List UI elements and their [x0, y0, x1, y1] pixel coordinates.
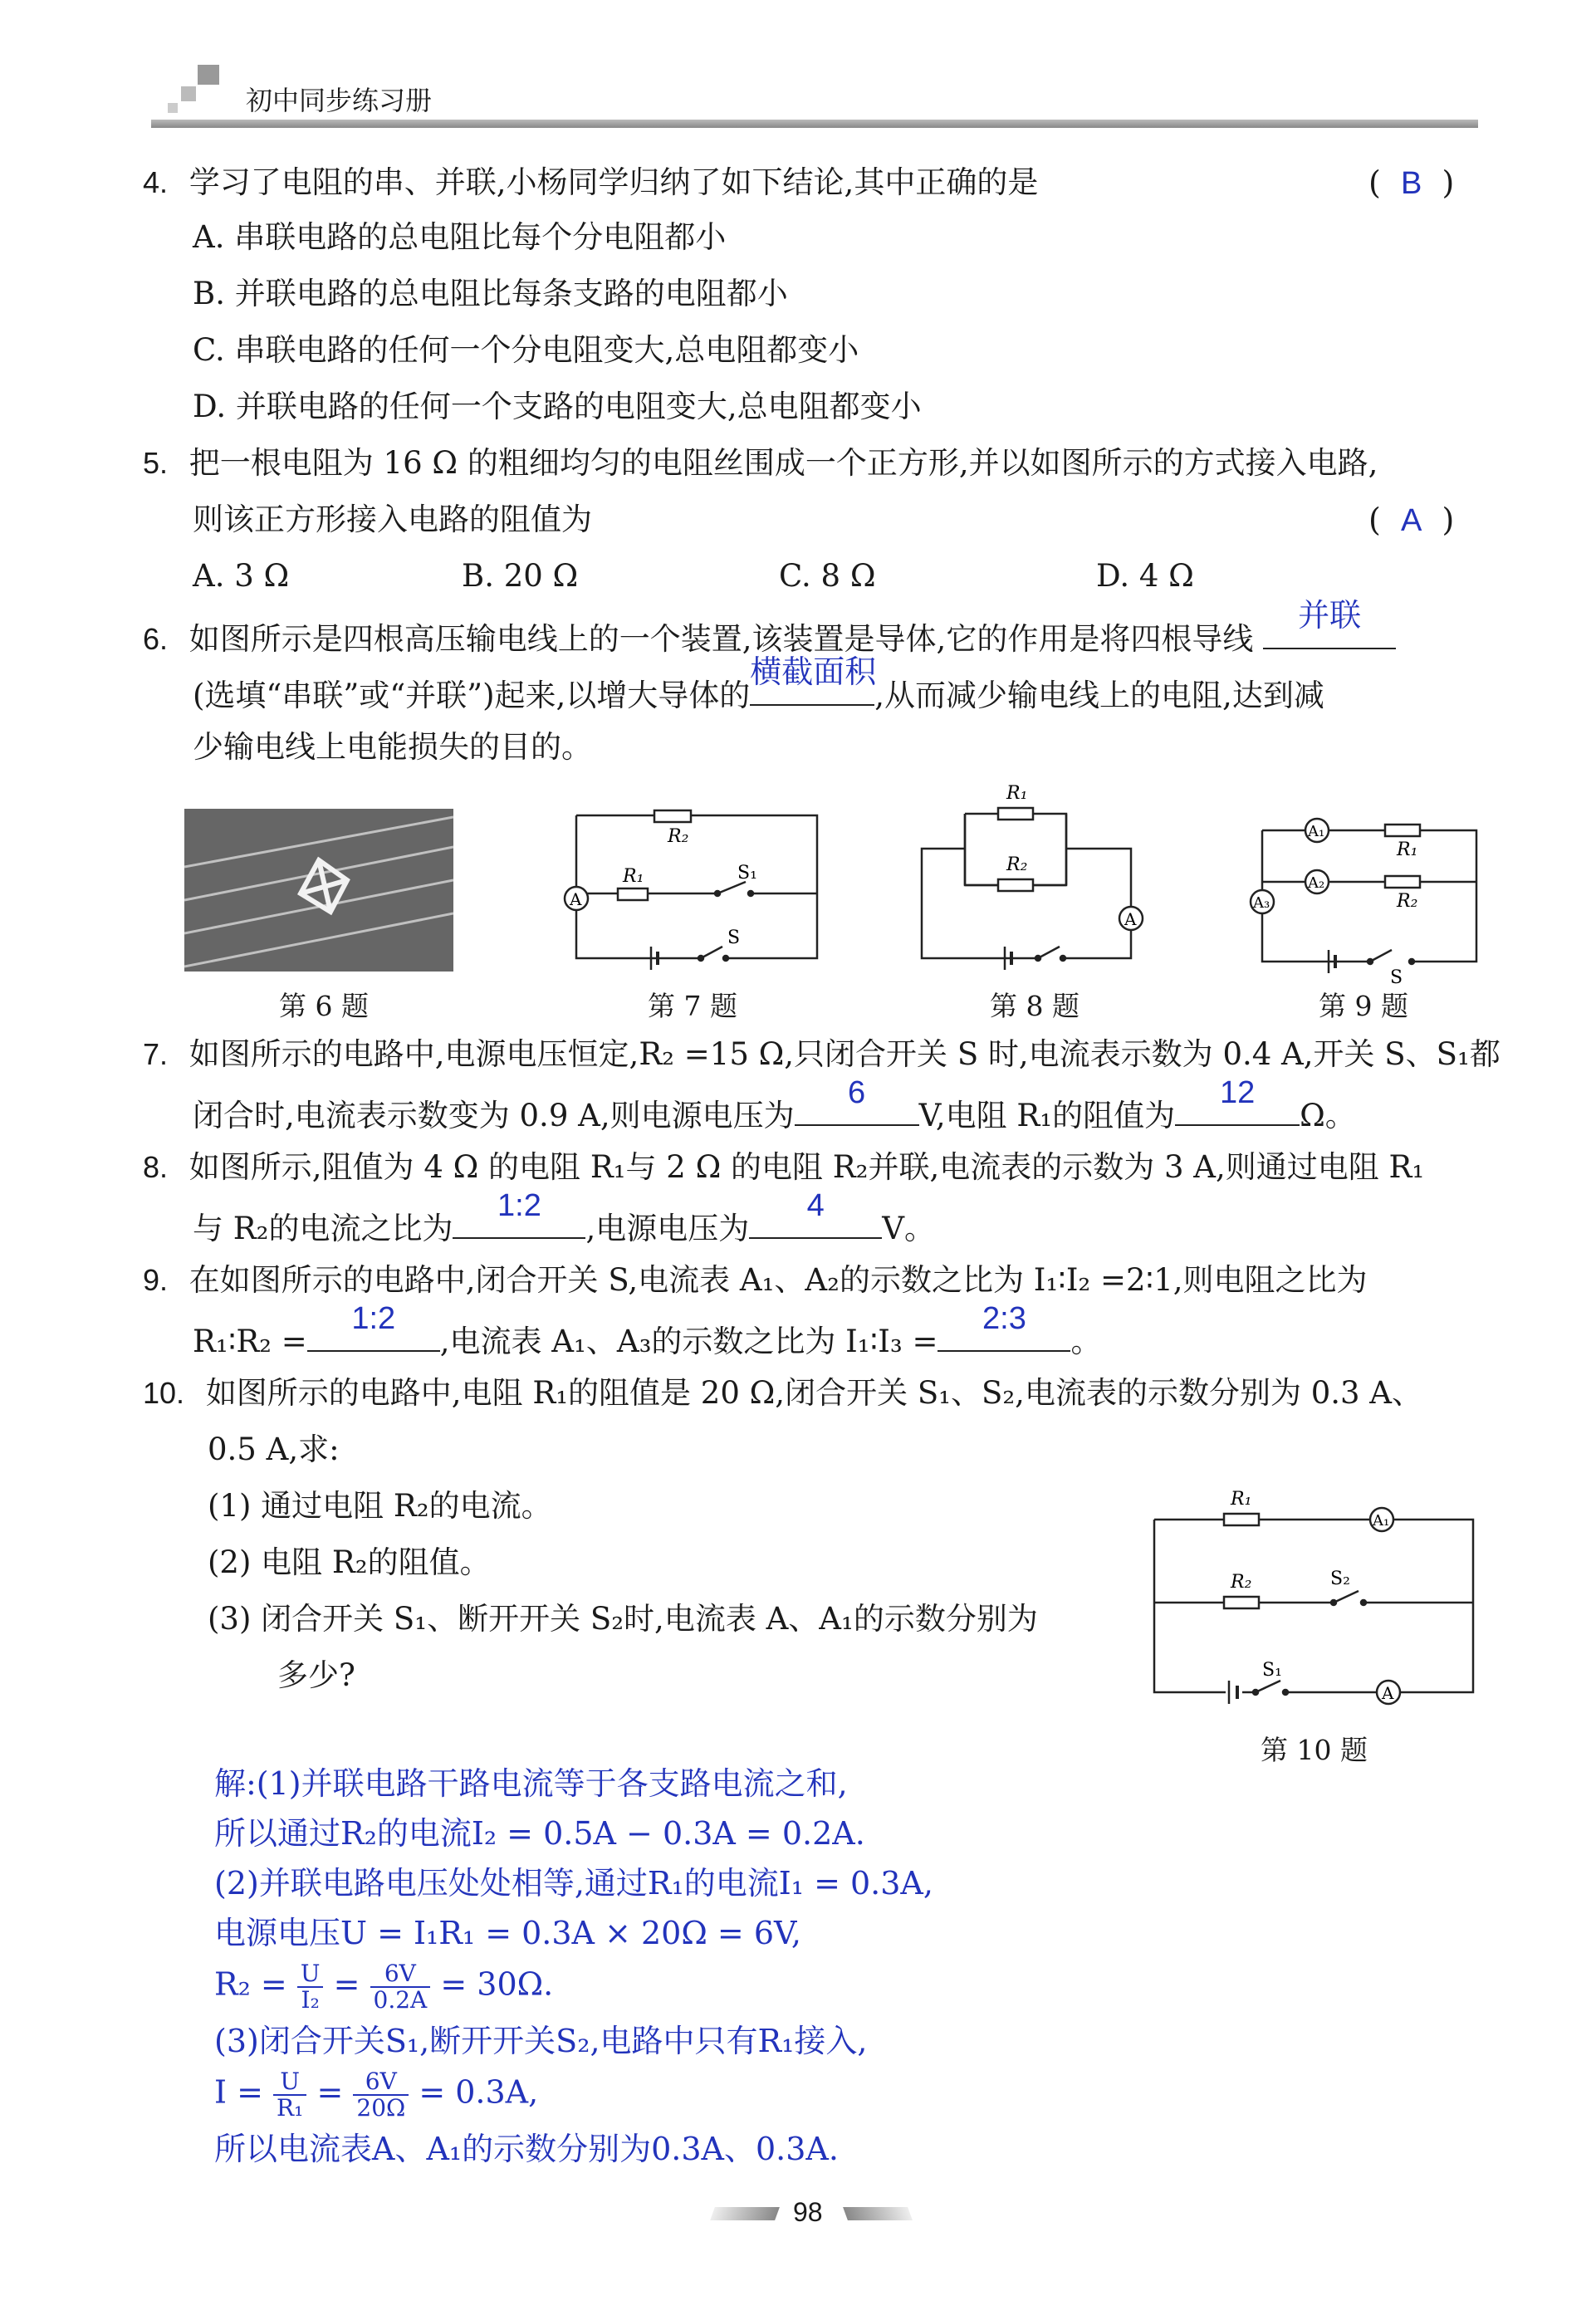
q10-sub1: (1) 通过电阻 R₂的电流。: [208, 1488, 552, 1524]
q6-line3: 少输电线上电能损失的目的。: [193, 729, 592, 765]
fig7-r1-label: R₁: [623, 866, 644, 887]
fig7-r2-label: R₂: [668, 826, 689, 847]
question-8: 8. 如图所示,阻值为 4 Ω 的电阻 R₁与 2 Ω 的电阻 R₂并联,电流表的示数为 3 A,则通过电阻 R₁: [143, 1149, 1425, 1185]
fig8-switch: [1035, 947, 1065, 961]
fig8-r2-label: R₂: [1006, 854, 1028, 875]
fig7-s-switch: [698, 947, 728, 961]
question-4: 4. 学习了电阻的串、并联,小杨同学归纳了如下结论,其中正确的是: [143, 164, 1039, 200]
fig8-ammeter-label: A: [1124, 909, 1137, 929]
fig10-r2-resistor: [1224, 1597, 1259, 1608]
figure-6-caption: 第 6 题: [279, 990, 369, 1022]
fig10-a1-label: A₁: [1373, 1512, 1390, 1530]
q10-sub2: (2) 电阻 R₂的阻值。: [208, 1544, 491, 1580]
question-7: 7. 如图所示的电路中,电源电压恒定,R₂ =15 Ω,只闭合开关 S 时,电流表示数为 0.4 A,开关 S、S₁都: [143, 1036, 1501, 1072]
solution-line-3: (2)并联电路电压处处相等,通过R₁的电流I₁ = 0.3A,: [214, 1865, 933, 1902]
fig10-s1-label: S₁: [1262, 1660, 1282, 1681]
q7-blank-1: 6: [795, 1091, 919, 1126]
q8-blank-1: 1:2: [453, 1204, 585, 1239]
fig9-r2-label: R₂: [1397, 891, 1418, 912]
question-6: 6. 如图所示是四根高压输电线上的一个装置,该装置是导体,它的作用是将四根导线 并联: [143, 614, 1396, 659]
q9-line2: R₁∶R₂ = 1:2 ,电流表 A₁、A₃的示数之比为 I₁∶I₃ = 2:3 。: [193, 1301, 1102, 1359]
figure-10-caption: 第 10 题: [1261, 1734, 1368, 1766]
fig10-r2-label: R₂: [1231, 1572, 1252, 1593]
header-rule: [151, 120, 1478, 128]
header-decoration: [151, 65, 219, 115]
q9-blank-2: 2:3: [938, 1317, 1070, 1352]
question-5: 5. 把一根电阻为 16 Ω 的粗细均匀的电阻丝围成一个正方形,并以如图所示的方式接入电路,: [143, 445, 1378, 481]
solution-line-4: 电源电压U = I₁R₁ = 0.3A × 20Ω = 6V,: [214, 1915, 801, 1951]
fig7-ammeter-label: A: [570, 889, 582, 909]
solution-line-1: 解:(1)并联电路干路电流等于各支路电流之和,: [214, 1765, 848, 1802]
figure-9-caption: 第 9 题: [1319, 990, 1408, 1022]
q4-option-d: D. 并联电路的任何一个支路的电阻变大,总电阻都变小: [193, 389, 922, 424]
q6-blank-1: 并联: [1263, 614, 1396, 649]
fig7-r2-resistor: [654, 810, 691, 822]
fig10-s2-switch: [1331, 1591, 1366, 1605]
q8-blank-2: 4: [749, 1204, 882, 1239]
fig10-r1-label: R₁: [1231, 1489, 1252, 1510]
q5-option-c: C. 8 Ω: [779, 558, 876, 594]
solution-line-8: 所以电流表A、A₁的示数分别为0.3A、0.3A.: [214, 2131, 839, 2167]
fraction-6v-over-02a: $\frac{6V}{0.2A}$: [370, 1961, 431, 2013]
figure-9-circuit: [1246, 810, 1486, 985]
fig10-r1-resistor: [1224, 1514, 1259, 1525]
fig9-a1-label: A₁: [1308, 823, 1325, 840]
q6-blank-2: 横截面积: [750, 671, 874, 706]
fig9-switch: [1368, 950, 1414, 964]
q7-line2: 闭合时,电流表示数变为 0.9 A,则电源电压为 6 V,电阻 R₁的阻值为 12 Ω。: [193, 1075, 1356, 1133]
q5-option-b: B. 20 Ω: [462, 558, 579, 594]
q4-answer: B: [1400, 166, 1422, 201]
fig9-s-label: S: [1390, 967, 1403, 985]
q4-answer-paren: ( B ): [1368, 164, 1455, 201]
figure-8-caption: 第 8 题: [990, 990, 1080, 1022]
q8-line2: 与 R₂的电流之比为 1:2 ,电源电压为 4 V。: [193, 1188, 935, 1246]
fig9-r1-label: R₁: [1397, 839, 1418, 860]
figure-8-circuit: [913, 782, 1154, 973]
fig7-s-label: S: [727, 928, 741, 948]
q4-option-c: C. 串联电路的任何一个分电阻变大,总电阻都变小: [193, 332, 859, 368]
fig8-r1-label: R₁: [1006, 783, 1028, 804]
fig10-s2-label: S₂: [1330, 1569, 1350, 1589]
fraction-u-over-r1: $\frac{U}{\text{R₁}}$: [273, 2069, 306, 2121]
q5-stem-line2: 则该正方形接入电路的阻值为: [193, 502, 592, 537]
question-9: 9. 在如图所示的电路中,闭合开关 S,电流表 A₁、A₂的示数之比为 I₁∶I₂ =2∶1,则电阻之比为: [143, 1262, 1368, 1298]
figure-7-circuit: [551, 799, 829, 973]
footer-decoration-right: [843, 2207, 913, 2220]
figure-7-caption: 第 7 题: [648, 990, 737, 1022]
q10-sub3: (3) 闭合开关 S₁、断开开关 S₂时,电流表 A、A₁的示数分别为: [208, 1601, 1038, 1637]
fraction-6v-over-20ohm: $\frac{6V}{20\Omega}$: [353, 2069, 409, 2121]
question-10: 10. 如图所示的电路中,电阻 R₁的阻值是 20 Ω,闭合开关 S₁、S₂,电流表的示数分别为 0.3 A、: [143, 1375, 1423, 1411]
q5-option-a: A. 3 Ω: [193, 558, 290, 594]
q5-answer: A: [1400, 503, 1422, 538]
fig10-s1-switch: [1253, 1681, 1288, 1695]
fig9-r1-resistor: [1385, 825, 1420, 836]
q9-blank-1: 1:2: [307, 1317, 440, 1352]
fig10-battery: [1229, 1681, 1237, 1704]
fig8-r2-resistor: [998, 879, 1033, 891]
q10-line2: 0.5 A,求:: [208, 1432, 340, 1467]
fraction-u-over-i2: $\frac{U}{\text{I₂}}$: [297, 1961, 324, 2013]
header-title: 初中同步练习册: [246, 85, 433, 116]
solution-line-5: R₂ = $\frac{U}{\text{I₂}}$ = $\frac{6V}{0.2A}$ = 30Ω.: [214, 1960, 554, 2014]
q6-line2: (选填“串联”或“并联”)起来,以增大导体的 横截面积 ,从而减少输电线上的电阻,达到减: [193, 655, 1324, 713]
q4-option-a: A. 串联电路的总电阻比每个分电阻都小: [193, 219, 727, 255]
q10-sub3b: 多少?: [277, 1657, 355, 1693]
fig9-r2-resistor: [1385, 876, 1420, 888]
q5-answer-paren: ( A ): [1368, 502, 1455, 538]
fig7-s1-switch: [715, 882, 753, 896]
fig8-r1-resistor: [998, 808, 1033, 820]
solution-line-7: I = $\frac{U}{\text{R₁}}$ = $\frac{6V}{20\Omega}$ = 0.3A,: [214, 2068, 539, 2122]
footer-decoration-left: [710, 2207, 780, 2220]
fig9-a3-label: A₃: [1253, 894, 1270, 912]
q4-option-b: B. 并联电路的总电阻比每条支路的电阻都小: [193, 276, 788, 311]
fig10-a-label: A: [1382, 1683, 1394, 1703]
solution-line-6: (3)闭合开关S₁,断开开关S₂,电路中只有R₁接入,: [214, 2023, 868, 2059]
solution-line-2: 所以通过R₂的电流I₂ = 0.5A − 0.3A = 0.2A.: [214, 1815, 865, 1852]
q5-option-d: D. 4 Ω: [1096, 558, 1194, 594]
page-number: 98: [793, 2197, 823, 2227]
q7-blank-2: 12: [1175, 1091, 1300, 1126]
fig9-a2-label: A₂: [1308, 874, 1325, 892]
figure-6-photo: [184, 809, 453, 972]
fig7-s1-label: S₁: [737, 863, 757, 883]
fig7-r1-resistor: [618, 888, 648, 900]
figure-10-circuit: [1146, 1481, 1478, 1706]
